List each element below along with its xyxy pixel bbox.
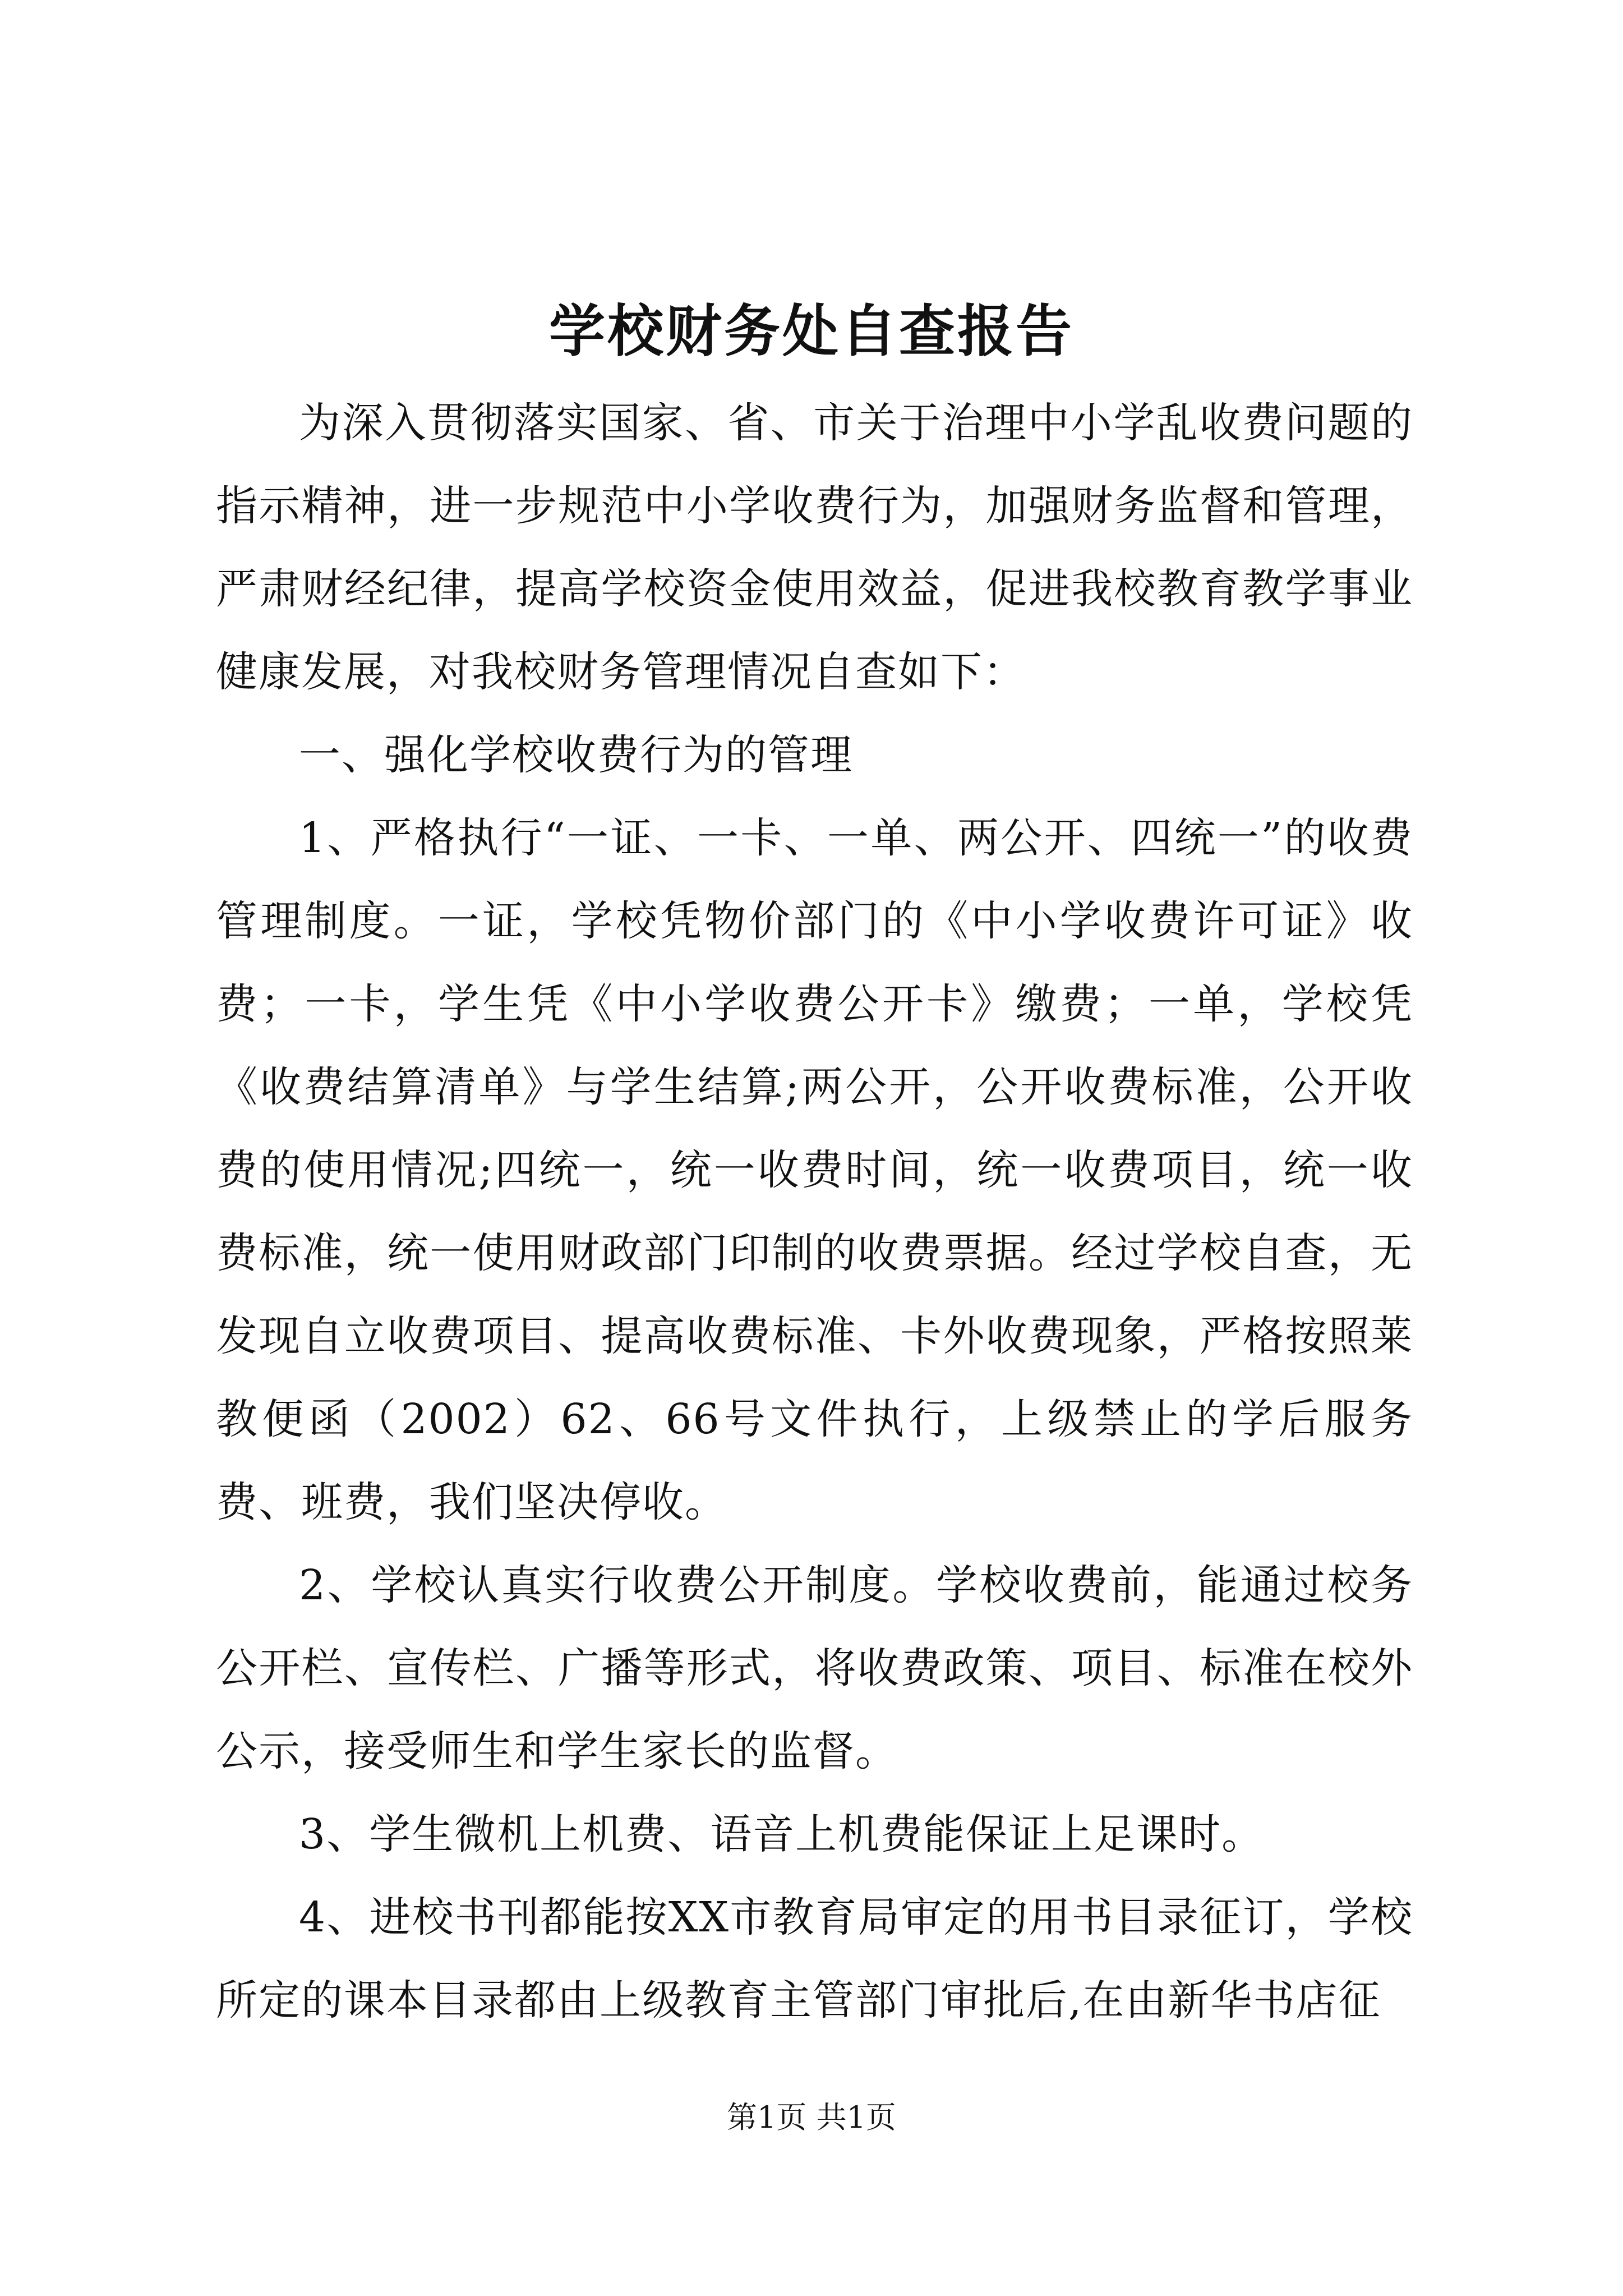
paragraph-item-4: 4、进校书刊都能按XX市教育局审定的用书目录征订，学校所定的课本目录都由上级教育主管部门审批后,在由新华书店征 bbox=[216, 1893, 1413, 2024]
section-heading: 一、强化学校收费行为的管理 bbox=[299, 731, 853, 779]
document-title: 学校财务处自查报告 bbox=[549, 298, 1074, 364]
paragraph-item-1: 1、严格执行“一证、一卡、一单、两公开、四统一”的收费管理制度。一证，学校凭物价部门的《中小学收费许可证》收费；一卡，学生凭《中小学收费公开卡》缴费；一单，学校凭《收费结算清单》与学生结算;两公开，公开收费标准，公开收费的使用情况;四统一，统一收费时间，统一收费项目，统一收费标准，统一使用财政部门印制的收费票据。经过学校自查，无发现自立收费项目、提高收费标准、卡外收费现象，严格按照莱教便函（2002）62、66号文件执行，上级禁止的学后服务费、班费，我们坚决停收。 bbox=[216, 814, 1413, 1526]
page-footer: 第1页 共1页 bbox=[727, 2100, 896, 2135]
paragraph-intro: 为深入贯彻落实国家、省、市关于治理中小学乱收费问题的指示精神，进一步规范中小学收费行为，加强财务监督和管理，严肃财经纪律，提高学校资金使用效益，促进我校教育教学事业健康发展，对我校财务管理情况自查如下： bbox=[216, 399, 1413, 696]
paragraph-item-2: 2、学校认真实行收费公开制度。学校收费前，能通过校务公开栏、宣传栏、广播等形式，将收费政策、项目、标准在校外公示，接受师生和学生家长的监督。 bbox=[216, 1561, 1413, 1775]
paragraph-item-3: 3、学生微机上机费、语音上机费能保证上足课时。 bbox=[299, 1810, 1265, 1858]
document-body bbox=[216, 381, 1413, 2042]
